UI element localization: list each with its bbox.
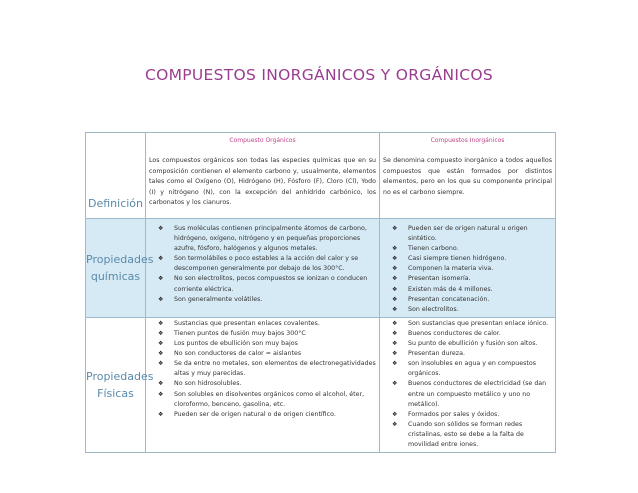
list-item: ❖ Presentan concatenación. [392, 295, 552, 305]
list-item: ❖ Son sustancias que presentan enlace iónico. [392, 319, 552, 329]
row-label: químicas [90, 269, 141, 283]
definition-organicos: Los compuestos orgánicos son todas las especies químicas que en su composición contienen el elemento carbono y, usualmente, elementos tales como el Oxígeno (O), Hidrógeno (H), Fósforo (F), Cloro (Cl), Yodo (I) y nitrógeno (N), con la excepción del anhídrido carbónico, los carbonatos y los cianuros. [149, 157, 376, 207]
list-item: ❖ Presentan dureza. [392, 349, 552, 359]
cell-fisicas-inorganicos [380, 317, 556, 452]
row-header-fisicas [86, 317, 154, 452]
list-item: ❖ Son termolábiles o poco estables a la acción del calor y se descomponen generalmente por debajo de los 300°C. [158, 254, 376, 274]
row-header-definicion [86, 133, 146, 219]
list-item: ❖ Existen más de 4 millones. [392, 285, 552, 295]
page-title: COMPUESTOS INORGÁNICOS Y ORGÁNICOS [144, 66, 494, 84]
cell-quimicas-organicos [146, 219, 380, 318]
column-header-organicos: Compuesto Orgánicos [229, 137, 296, 144]
list-item: ❖ Casi siempre tienen hidrógeno. [392, 254, 552, 264]
definition-inorganicos: Se denomina compuesto inorgánico a todos aquellos compuestos que están formados por distintos elementos, pero en los que su componente principal no es el carbono siempre. [383, 157, 552, 196]
list-item: ❖ No son conductores de calor = aislantes [158, 349, 376, 359]
bullet-list [380, 219, 555, 317]
table-row-quimicas [86, 219, 556, 318]
cell-definicion-inorganicos [380, 133, 556, 219]
list-item: ❖ Son solubles en disolventes orgánicos como el alcohol, éter, cloroformo, benceno, gasolina, etc. [158, 390, 376, 410]
row-label: Físicas [97, 386, 134, 400]
list-item: ❖ No son hidrosolubles. [158, 379, 376, 389]
list-item: ❖ Sus moléculas contienen principalmente átomos de carbono, hidrógeno, oxígeno, nitrógeno y en pequeñas proporciones azufre, fósforo, halógenos y algunos metales. [158, 224, 376, 254]
cell-fisicas-organicos [146, 317, 380, 452]
table-row-fisicas [86, 317, 556, 452]
list-item: ❖ Los puntos de ebullición son muy bajos [158, 339, 376, 349]
list-item: ❖ Tienen puntos de fusión muy bajos 300°C [158, 329, 376, 339]
list-item: ❖ Presentan isomería. [392, 274, 552, 284]
list-item: ❖ Sustancias que presentan enlaces covalentes. [158, 319, 376, 329]
list-item: ❖ Tienen carbono. [392, 244, 552, 254]
comparison-table [85, 132, 556, 453]
row-header-quimicas [86, 219, 154, 318]
list-item: ❖ Pueden ser de origen natural o de origen científico. [158, 410, 376, 420]
list-item: ❖ Buenos conductores de calor. [392, 329, 552, 339]
list-item: ❖ Pueden ser de origen natural u origen sintético. [392, 224, 552, 244]
list-item: ❖ No son electrolitos, pocos compuestos se ionizan o conducen corriente eléctrica. [158, 274, 376, 294]
list-item: ❖ Formados por sales y óxidos. [392, 410, 552, 420]
list-item: ❖ Cuando son sólidos se forman redes cristalinas, esto se debe a la falta de movilidad entre iones. [392, 420, 552, 450]
column-header-inorganicos: Compuestos Inorgánicos [430, 137, 505, 144]
list-item: ❖ Se da entre no metales, son elementos de electronegatividades altas y muy parecidas. [158, 359, 376, 379]
list-item: ❖ Buenos conductores de electricidad (se dan entre un compuesto metálico y uno no metálico). [392, 379, 552, 409]
cell-definicion-organicos [146, 133, 380, 219]
bullet-list [380, 318, 555, 452]
list-item: ❖ Componen la materia viva. [392, 264, 552, 274]
list-item: ❖ Son electrolitos. [392, 305, 552, 315]
row-label: Propiedades [86, 252, 154, 266]
row-label: Propiedades [86, 369, 154, 383]
cell-quimicas-inorganicos [380, 219, 556, 318]
list-item: ❖ son insolubles en agua y en compuestos orgánicos. [392, 359, 552, 379]
table-row-definicion [86, 133, 556, 219]
bullet-list [146, 318, 379, 422]
list-item: ❖ Son generalmente volátiles. [158, 295, 376, 305]
row-label: Definición [88, 197, 143, 210]
bullet-list [146, 219, 379, 307]
list-item: ❖ Su punto de ebullición y fusión son altos. [392, 339, 552, 349]
